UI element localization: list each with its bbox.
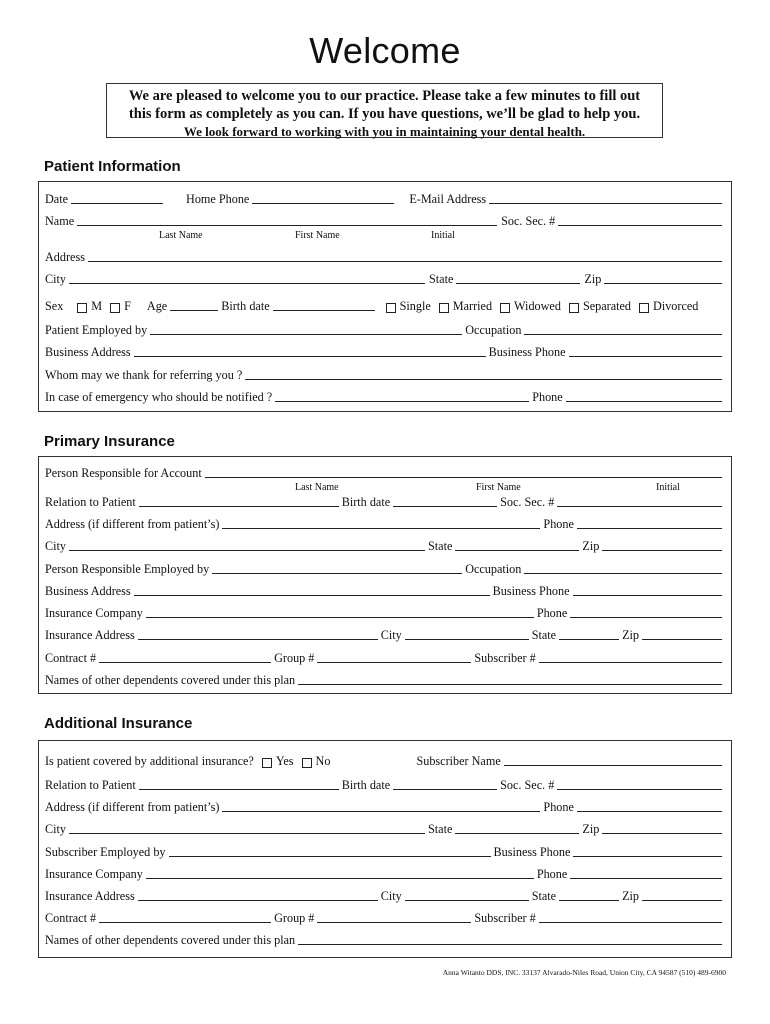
primary-row-company xyxy=(45,605,725,621)
primary-address-field[interactable] xyxy=(222,518,540,529)
primary-occupation-field[interactable] xyxy=(524,563,722,574)
add-insurance-state-field[interactable] xyxy=(559,890,619,901)
footer-address: Anna Witanto DDS, INC. 33137 Alvarado-Niles Road, Union City, CA 94587 (510) 489-6900 xyxy=(442,968,726,977)
add-insurance-company-field[interactable] xyxy=(146,868,534,879)
age-label: Age xyxy=(146,299,168,313)
state-field[interactable] xyxy=(456,273,580,284)
intro-line-3: We look forward to working with you in maintaining your dental health. xyxy=(183,124,586,139)
add-insurance-city-field[interactable] xyxy=(405,890,529,901)
ssn-field[interactable] xyxy=(558,215,722,226)
add-birth-date-label: Birth date xyxy=(341,778,391,792)
add-relation-field[interactable] xyxy=(139,779,339,790)
business-phone-label: Business Phone xyxy=(488,345,566,359)
business-address-label: Business Address xyxy=(45,345,131,359)
zip-field[interactable] xyxy=(604,273,722,284)
add-ssn-field[interactable] xyxy=(557,779,722,790)
insurance-zip-label: Zip xyxy=(622,628,639,642)
female-label: F xyxy=(124,299,131,313)
emergency-field[interactable] xyxy=(275,391,529,402)
responsible-label: Person Responsible for Account xyxy=(45,466,202,480)
state-label: State xyxy=(429,272,454,286)
add-phone-label: Phone xyxy=(543,800,574,814)
add-insurance-address-field[interactable] xyxy=(138,890,378,901)
primary-address-label: Address (if different from patient’s) xyxy=(45,517,220,531)
subscriber-label: Subscriber # xyxy=(474,651,536,665)
primary-last-name-caption: Last Name xyxy=(295,482,339,493)
employed-by-label: Patient Employed by xyxy=(45,323,148,337)
add-group-label: Group # xyxy=(274,911,315,925)
patient-row-date xyxy=(45,191,725,207)
patient-row-referral xyxy=(45,367,725,383)
birth-date-label: Birth date xyxy=(221,299,270,313)
add-insurance-city-label: City xyxy=(380,889,402,903)
company-phone-field[interactable] xyxy=(570,607,722,618)
add-subscriber-field[interactable] xyxy=(539,912,722,923)
yes-checkbox[interactable] xyxy=(262,758,272,768)
additional-row-city xyxy=(45,821,725,837)
add-city-field[interactable] xyxy=(69,823,425,834)
primary-ssn-field[interactable] xyxy=(557,496,722,507)
primary-occupation-label: Occupation xyxy=(465,562,522,576)
add-birth-date-field[interactable] xyxy=(393,779,497,790)
referral-field[interactable] xyxy=(245,369,722,380)
zip-label: Zip xyxy=(584,272,602,286)
additional-row-relation xyxy=(45,777,725,793)
no-label: No xyxy=(315,754,331,768)
group-field[interactable] xyxy=(317,652,471,663)
primary-row-insurance-address xyxy=(45,627,725,643)
emergency-label: In case of emergency who should be notified ? xyxy=(45,390,273,404)
company-phone-label: Phone xyxy=(536,606,568,620)
add-state-label: State xyxy=(428,822,453,836)
add-phone-field[interactable] xyxy=(577,801,722,812)
referral-label: Whom may we thank for referring you ? xyxy=(45,368,243,382)
relation-field[interactable] xyxy=(139,496,339,507)
add-contract-label: Contract # xyxy=(45,911,97,925)
primary-row-address xyxy=(45,516,725,532)
dependents-label: Names of other dependents covered under this plan xyxy=(45,673,296,687)
primary-insurance-heading: Primary Insurance xyxy=(44,433,175,450)
initial-caption: Initial xyxy=(431,230,455,241)
insurance-company-field[interactable] xyxy=(146,607,534,618)
age-field[interactable] xyxy=(170,300,218,311)
primary-row-responsible xyxy=(45,465,725,481)
address-field[interactable] xyxy=(88,251,722,262)
date-field[interactable] xyxy=(71,193,163,204)
primary-row-business xyxy=(45,583,725,599)
subscriber-name-field[interactable] xyxy=(504,755,722,766)
married-checkbox[interactable] xyxy=(439,303,449,313)
add-business-phone-field[interactable] xyxy=(573,846,722,857)
first-name-caption: First Name xyxy=(295,230,340,241)
patient-row-emergency xyxy=(45,389,725,405)
patient-row-name xyxy=(45,213,725,229)
primary-row-city xyxy=(45,538,725,554)
primary-phone-field[interactable] xyxy=(577,518,722,529)
primary-birth-date-label: Birth date xyxy=(341,495,391,509)
primary-state-field[interactable] xyxy=(455,540,579,551)
business-address-field[interactable] xyxy=(134,346,486,357)
divorced-label: Divorced xyxy=(653,299,699,313)
insurance-state-field[interactable] xyxy=(559,629,619,640)
primary-ssn-label: Soc. Sec. # xyxy=(500,495,555,509)
insurance-company-label: Insurance Company xyxy=(45,606,143,620)
covered-label: Is patient covered by additional insurance? xyxy=(45,754,254,768)
primary-phone-label: Phone xyxy=(543,517,574,531)
add-zip-field[interactable] xyxy=(602,823,722,834)
yes-label: Yes xyxy=(275,754,294,768)
single-checkbox[interactable] xyxy=(386,303,396,313)
primary-zip-field[interactable] xyxy=(602,540,722,551)
date-label: Date xyxy=(45,192,69,206)
primary-birth-date-field[interactable] xyxy=(393,496,497,507)
address-label: Address xyxy=(45,250,85,264)
primary-row-employer xyxy=(45,561,725,577)
add-insurance-company-label: Insurance Company xyxy=(45,867,143,881)
patient-row-employer xyxy=(45,322,725,338)
add-insurance-zip-field[interactable] xyxy=(642,890,722,901)
subscriber-employed-field[interactable] xyxy=(169,846,491,857)
subscriber-field[interactable] xyxy=(539,652,722,663)
ssn-label: Soc. Sec. # xyxy=(501,214,556,228)
home-phone-field[interactable] xyxy=(252,193,394,204)
widowed-label: Widowed xyxy=(514,299,561,313)
divorced-checkbox[interactable] xyxy=(639,303,649,313)
primary-employed-field[interactable] xyxy=(212,563,462,574)
insurance-city-label: City xyxy=(380,628,402,642)
sex-label: Sex xyxy=(45,299,64,313)
employed-by-field[interactable] xyxy=(150,324,462,335)
married-label: Married xyxy=(452,299,493,313)
birth-date-field[interactable] xyxy=(273,300,375,311)
subscriber-employed-label: Subscriber Employed by xyxy=(45,845,166,859)
subscriber-name-label: Subscriber Name xyxy=(416,754,501,768)
male-label: M xyxy=(91,299,103,313)
name-field[interactable] xyxy=(77,215,497,226)
email-field[interactable] xyxy=(489,193,722,204)
male-checkbox[interactable] xyxy=(77,303,87,313)
add-city-label: City xyxy=(45,822,66,836)
dependents-field[interactable] xyxy=(298,674,722,685)
add-ssn-label: Soc. Sec. # xyxy=(500,778,555,792)
intro-line-2: this form as completely as you can. If you have questions, we’ll be glad to help you. xyxy=(128,106,641,122)
occupation-label: Occupation xyxy=(465,323,522,337)
add-dependents-label: Names of other dependents covered under this plan xyxy=(45,933,296,947)
insurance-address-field[interactable] xyxy=(138,629,378,640)
primary-zip-label: Zip xyxy=(582,539,600,553)
additional-row-contract xyxy=(45,910,725,926)
add-business-phone-label: Business Phone xyxy=(493,845,571,859)
city-field[interactable] xyxy=(69,273,425,284)
primary-row-contract xyxy=(45,650,725,666)
additional-row-insurance-address xyxy=(45,888,725,904)
patient-row-address xyxy=(45,249,725,265)
primary-city-label: City xyxy=(45,539,66,553)
additional-row-address xyxy=(45,799,725,815)
primary-initial-caption: Initial xyxy=(656,482,680,493)
additional-row-dependents xyxy=(45,932,725,948)
add-insurance-state-label: State xyxy=(531,889,557,903)
add-state-field[interactable] xyxy=(455,823,579,834)
add-contract-field[interactable] xyxy=(99,912,271,923)
primary-business-phone-field[interactable] xyxy=(573,585,722,596)
primary-business-address-label: Business Address xyxy=(45,584,131,598)
insurance-zip-field[interactable] xyxy=(642,629,722,640)
email-label: E-Mail Address xyxy=(409,192,487,206)
add-company-phone-label: Phone xyxy=(536,867,568,881)
widowed-checkbox[interactable] xyxy=(500,303,510,313)
add-company-phone-field[interactable] xyxy=(570,868,722,879)
add-dependents-field[interactable] xyxy=(298,934,722,945)
primary-business-address-field[interactable] xyxy=(134,585,490,596)
additional-row-covered xyxy=(45,753,725,769)
add-insurance-address-label: Insurance Address xyxy=(45,889,135,903)
add-address-field[interactable] xyxy=(222,801,540,812)
primary-row-relation xyxy=(45,494,725,510)
relation-label: Relation to Patient xyxy=(45,495,136,509)
responsible-field[interactable] xyxy=(205,467,722,478)
insurance-city-field[interactable] xyxy=(405,629,529,640)
home-phone-label: Home Phone xyxy=(186,192,250,206)
intro-line-1: We are pleased to welcome you to our practice. Please take a few minutes to fill out xyxy=(128,88,641,104)
emergency-phone-field[interactable] xyxy=(566,391,722,402)
last-name-caption: Last Name xyxy=(159,230,203,241)
group-label: Group # xyxy=(274,651,315,665)
no-checkbox[interactable] xyxy=(302,758,312,768)
single-label: Single xyxy=(399,299,431,313)
female-checkbox[interactable] xyxy=(110,303,120,313)
welcome-message xyxy=(106,83,663,138)
insurance-address-label: Insurance Address xyxy=(45,628,135,642)
primary-first-name-caption: First Name xyxy=(476,482,521,493)
additional-row-company xyxy=(45,866,725,882)
contract-label: Contract # xyxy=(45,651,97,665)
primary-business-phone-label: Business Phone xyxy=(492,584,570,598)
primary-row-dependents xyxy=(45,672,725,688)
occupation-field[interactable] xyxy=(524,324,722,335)
additional-row-employer xyxy=(45,844,725,860)
city-label: City xyxy=(45,272,66,286)
separated-label: Separated xyxy=(582,299,632,313)
add-relation-label: Relation to Patient xyxy=(45,778,136,792)
add-group-field[interactable] xyxy=(317,912,471,923)
patient-row-sex xyxy=(45,298,725,314)
separated-checkbox[interactable] xyxy=(569,303,579,313)
patient-row-business xyxy=(45,344,725,360)
add-address-label: Address (if different from patient’s) xyxy=(45,800,220,814)
name-label: Name xyxy=(45,214,75,228)
patient-row-city xyxy=(45,271,725,287)
primary-city-field[interactable] xyxy=(69,540,425,551)
add-insurance-zip-label: Zip xyxy=(622,889,639,903)
add-subscriber-label: Subscriber # xyxy=(474,911,536,925)
page-title: Welcome xyxy=(309,30,461,71)
primary-employed-label: Person Responsible Employed by xyxy=(45,562,210,576)
insurance-state-label: State xyxy=(531,628,557,642)
primary-state-label: State xyxy=(428,539,453,553)
contract-field[interactable] xyxy=(99,652,271,663)
emergency-phone-label: Phone xyxy=(532,390,563,404)
business-phone-field[interactable] xyxy=(569,346,722,357)
add-zip-label: Zip xyxy=(582,822,600,836)
additional-insurance-heading: Additional Insurance xyxy=(44,715,193,732)
patient-info-heading: Patient Information xyxy=(44,158,181,175)
